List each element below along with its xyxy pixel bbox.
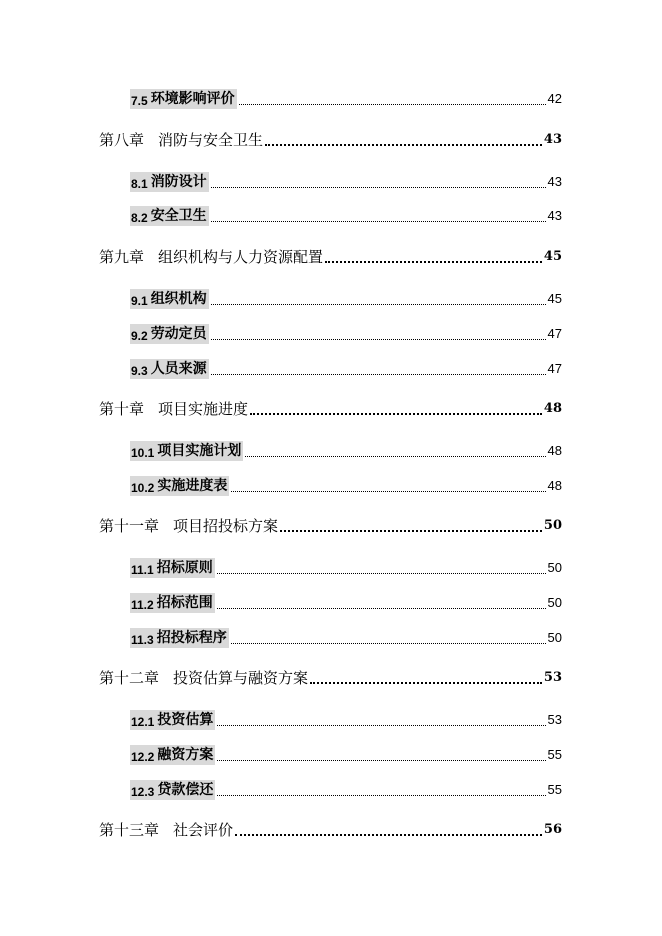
toc-page-number: 53 xyxy=(547,712,562,727)
toc-number: 12.1 xyxy=(131,715,155,729)
toc-number: 7.5 xyxy=(131,94,148,108)
dot-leader xyxy=(280,530,542,532)
toc-page-number: 47 xyxy=(547,361,562,376)
toc-number: 10.2 xyxy=(131,481,155,495)
toc-number: 第十二章 xyxy=(99,669,160,687)
toc-entry[interactable] xyxy=(0,397,662,419)
toc-number: 第十章 xyxy=(99,400,145,418)
toc-number: 11.2 xyxy=(131,598,154,612)
toc-entry[interactable] xyxy=(0,818,662,840)
toc-page-number: 50 xyxy=(547,630,562,645)
toc-number: 11.3 xyxy=(131,633,154,647)
toc-title: 消防与安全卫生 xyxy=(158,131,264,149)
toc-page-number: 45 xyxy=(543,249,562,264)
toc-title: 融资方案 xyxy=(157,747,214,763)
dot-leader xyxy=(245,456,545,457)
toc-title: 组织机构 xyxy=(150,291,207,307)
toc-title: 投资估算与融资方案 xyxy=(173,669,309,687)
toc-page-number: 48 xyxy=(547,443,562,458)
toc-number: 10.1 xyxy=(131,446,155,460)
toc-entry[interactable] xyxy=(0,556,662,578)
dot-leader xyxy=(231,643,546,644)
toc-number: 9.3 xyxy=(131,364,148,378)
toc-entry[interactable] xyxy=(0,743,662,765)
toc-entry[interactable] xyxy=(0,170,662,192)
dot-leader xyxy=(211,187,546,188)
toc-entry[interactable] xyxy=(0,204,662,226)
toc-number: 12.3 xyxy=(131,785,155,799)
dot-leader xyxy=(211,374,546,375)
toc-title: 人员来源 xyxy=(150,361,207,377)
dot-leader xyxy=(217,573,546,574)
toc-page-number: 56 xyxy=(543,822,562,837)
toc-entry[interactable] xyxy=(0,287,662,309)
dot-leader xyxy=(217,760,545,761)
dot-leader xyxy=(250,413,542,415)
dot-leader xyxy=(231,491,545,492)
toc-title: 招投标程序 xyxy=(156,630,227,646)
dot-leader xyxy=(217,608,546,609)
toc-page-number: 42 xyxy=(547,91,562,106)
dot-leader xyxy=(211,339,546,340)
dot-leader xyxy=(217,725,545,726)
toc-entry[interactable] xyxy=(0,708,662,730)
toc-title: 项目实施进度 xyxy=(158,400,249,418)
dot-leader xyxy=(310,682,542,684)
toc-number: 8.2 xyxy=(131,211,148,225)
dot-leader xyxy=(211,304,546,305)
toc-title: 安全卫生 xyxy=(150,208,207,224)
dot-leader xyxy=(325,261,542,263)
toc-title: 项目招投标方案 xyxy=(173,517,279,535)
dot-leader xyxy=(235,834,542,836)
toc-entry[interactable] xyxy=(0,87,662,109)
toc-title: 社会评价 xyxy=(173,821,234,839)
toc-title: 组织机构与人力资源配置 xyxy=(158,248,324,266)
toc-title: 项目实施计划 xyxy=(157,443,242,459)
toc-page-number: 55 xyxy=(547,782,562,797)
toc-number: 12.2 xyxy=(131,750,155,764)
dot-leader xyxy=(211,221,546,222)
toc-number: 第十三章 xyxy=(99,821,160,839)
toc-entry[interactable] xyxy=(0,439,662,461)
toc-number: 第八章 xyxy=(99,131,145,149)
toc-page-number: 50 xyxy=(543,518,562,533)
toc-title: 招标原则 xyxy=(156,560,213,576)
toc-page-number: 55 xyxy=(547,747,562,762)
toc-page-number: 47 xyxy=(547,326,562,341)
toc-number: 9.1 xyxy=(131,294,148,308)
toc-number: 11.1 xyxy=(131,563,154,577)
toc-page-number: 43 xyxy=(543,132,562,147)
dot-leader xyxy=(265,144,542,146)
toc-entry[interactable] xyxy=(0,245,662,267)
toc-number: 8.1 xyxy=(131,177,148,191)
toc-page-number: 53 xyxy=(543,670,562,685)
toc-entry[interactable] xyxy=(0,591,662,613)
toc-page-number: 43 xyxy=(547,208,562,223)
toc-title: 环境影响评价 xyxy=(150,91,235,107)
toc-entry[interactable] xyxy=(0,514,662,536)
dot-leader xyxy=(239,104,546,105)
toc-entry[interactable] xyxy=(0,474,662,496)
toc-page-number: 48 xyxy=(547,478,562,493)
toc-entry[interactable] xyxy=(0,357,662,379)
toc-page-number: 50 xyxy=(547,595,562,610)
toc-title: 贷款偿还 xyxy=(157,782,214,798)
toc-title: 招标范围 xyxy=(156,595,213,611)
toc-entry[interactable] xyxy=(0,778,662,800)
toc-page-number: 50 xyxy=(547,560,562,575)
toc-number: 第十一章 xyxy=(99,517,160,535)
toc-number: 9.2 xyxy=(131,329,148,343)
toc-number: 第九章 xyxy=(99,248,145,266)
dot-leader xyxy=(217,795,545,796)
toc-page-number: 45 xyxy=(547,291,562,306)
toc-entry[interactable] xyxy=(0,666,662,688)
toc-title: 消防设计 xyxy=(150,174,207,190)
toc-title: 投资估算 xyxy=(157,712,214,728)
toc-title: 劳动定员 xyxy=(150,326,207,342)
toc-title: 实施进度表 xyxy=(157,478,228,494)
toc-entry[interactable] xyxy=(0,128,662,150)
toc-entry[interactable] xyxy=(0,322,662,344)
toc-page-number: 48 xyxy=(543,401,562,416)
toc-entry[interactable] xyxy=(0,626,662,648)
toc-page-number: 43 xyxy=(547,174,562,189)
